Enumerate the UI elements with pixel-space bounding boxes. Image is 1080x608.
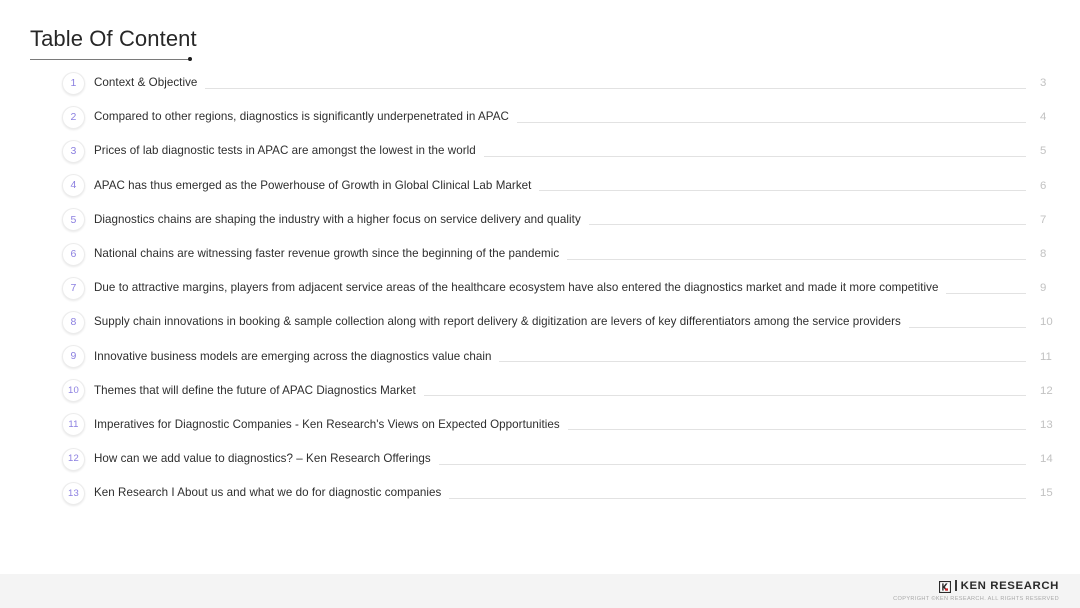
toc-entry-label[interactable]: Context & Objective [94, 76, 198, 90]
toc-number-badge: 5 [62, 208, 85, 231]
toc-row[interactable] [0, 271, 1080, 305]
page-title: Table Of Content [30, 26, 197, 51]
toc-row[interactable] [0, 237, 1080, 271]
toc-number-badge: 8 [62, 311, 85, 334]
toc-entry-label[interactable]: How can we add value to diagnostics? – Ken Research Offerings [94, 452, 431, 466]
toc-row[interactable] [0, 100, 1080, 134]
toc-page-number: 6 [1040, 179, 1047, 192]
toc-number-badge: 13 [62, 482, 85, 505]
toc-leader-line [424, 395, 1026, 396]
toc-page-number: 5 [1040, 145, 1047, 158]
toc-number-badge: 2 [62, 106, 85, 129]
toc-leader-line [484, 156, 1026, 157]
toc-page-number: 4 [1040, 111, 1047, 124]
footer-brand [893, 579, 1059, 603]
toc-number-badge: 3 [62, 140, 85, 163]
toc-row[interactable] [0, 66, 1080, 100]
toc-page-number: 15 [1040, 487, 1053, 500]
toc-page-number: 7 [1040, 213, 1047, 226]
toc-number-badge: 11 [62, 413, 85, 436]
toc-row[interactable] [0, 203, 1080, 237]
toc-entry-label[interactable]: Prices of lab diagnostic tests in APAC are amongst the lowest in the world [94, 144, 476, 158]
toc-row[interactable] [0, 340, 1080, 374]
toc-row[interactable] [0, 408, 1080, 442]
toc-page-number: 10 [1040, 316, 1053, 329]
toc-leader-line [517, 122, 1026, 123]
toc-entry-label[interactable]: Diagnostics chains are shaping the industry with a higher focus on service delivery and quality [94, 212, 581, 226]
toc-number-badge: 1 [62, 72, 85, 95]
toc-number-badge: 6 [62, 243, 85, 266]
toc-page-number: 11 [1040, 350, 1052, 363]
toc-leader-line [946, 293, 1026, 294]
toc-number-badge: 7 [62, 277, 85, 300]
title-underline-dot [188, 57, 192, 61]
toc-page-number: 12 [1040, 384, 1053, 397]
toc-number-badge: 4 [62, 174, 85, 197]
toc-page-number: 8 [1040, 248, 1047, 261]
toc-page-number: 13 [1040, 418, 1053, 431]
toc-number-badge: 12 [62, 448, 85, 471]
brand-divider [955, 580, 957, 591]
brand-name: KEN RESEARCH [960, 579, 1059, 592]
table-of-contents-list [0, 66, 1080, 510]
toc-leader-line [205, 88, 1026, 89]
footer-band [0, 574, 1080, 608]
toc-row[interactable] [0, 476, 1080, 510]
toc-entry-label[interactable]: APAC has thus emerged as the Powerhouse of Growth in Global Clinical Lab Market [94, 178, 532, 192]
toc-row[interactable] [0, 305, 1080, 339]
toc-leader-line [449, 498, 1026, 499]
title-underline [30, 56, 192, 63]
toc-leader-line [589, 224, 1026, 225]
toc-row[interactable] [0, 169, 1080, 203]
toc-entry-label[interactable]: National chains are witnessing faster revenue growth since the beginning of the pandemic [94, 247, 560, 261]
toc-entry-label[interactable]: Compared to other regions, diagnostics is significantly underpenetrated in APAC [94, 110, 509, 124]
brand-lockup [893, 579, 1059, 592]
toc-entry-label[interactable]: Innovative business models are emerging across the diagnostics value chain [94, 349, 492, 363]
toc-row[interactable] [0, 134, 1080, 168]
toc-page-number: 14 [1040, 453, 1053, 466]
ken-research-logo-icon [939, 580, 951, 592]
toc-number-badge: 9 [62, 345, 85, 368]
page-title-block [30, 26, 450, 63]
toc-row[interactable] [0, 442, 1080, 476]
toc-leader-line [439, 464, 1026, 465]
toc-number-badge: 10 [62, 379, 85, 402]
toc-entry-label[interactable]: Due to attractive margins, players from adjacent service areas of the healthcare ecosystem have also entered the diagnostics market and made it more competitive [94, 281, 939, 295]
toc-leader-line [909, 327, 1026, 328]
toc-page-number: 9 [1040, 282, 1047, 295]
toc-row[interactable] [0, 374, 1080, 408]
toc-leader-line [499, 361, 1026, 362]
toc-leader-line [568, 429, 1026, 430]
toc-entry-label[interactable]: Supply chain innovations in booking & sample collection along with report delivery & digitization are levers of key differentiators among the service providers [94, 315, 901, 329]
toc-entry-label[interactable]: Themes that will define the future of APAC Diagnostics Market [94, 383, 416, 397]
toc-entry-label[interactable]: Imperatives for Diagnostic Companies - Ken Research's Views on Expected Opportunities [94, 417, 560, 431]
toc-page-number: 3 [1040, 77, 1047, 90]
toc-leader-line [539, 190, 1026, 191]
title-underline-bar [30, 59, 188, 60]
toc-leader-line [567, 259, 1026, 260]
toc-entry-label[interactable]: Ken Research I About us and what we do for diagnostic companies [94, 486, 442, 500]
copyright-text: COPYRIGHT ©KEN RESEARCH. ALL RIGHTS RESERVED [893, 596, 1059, 602]
